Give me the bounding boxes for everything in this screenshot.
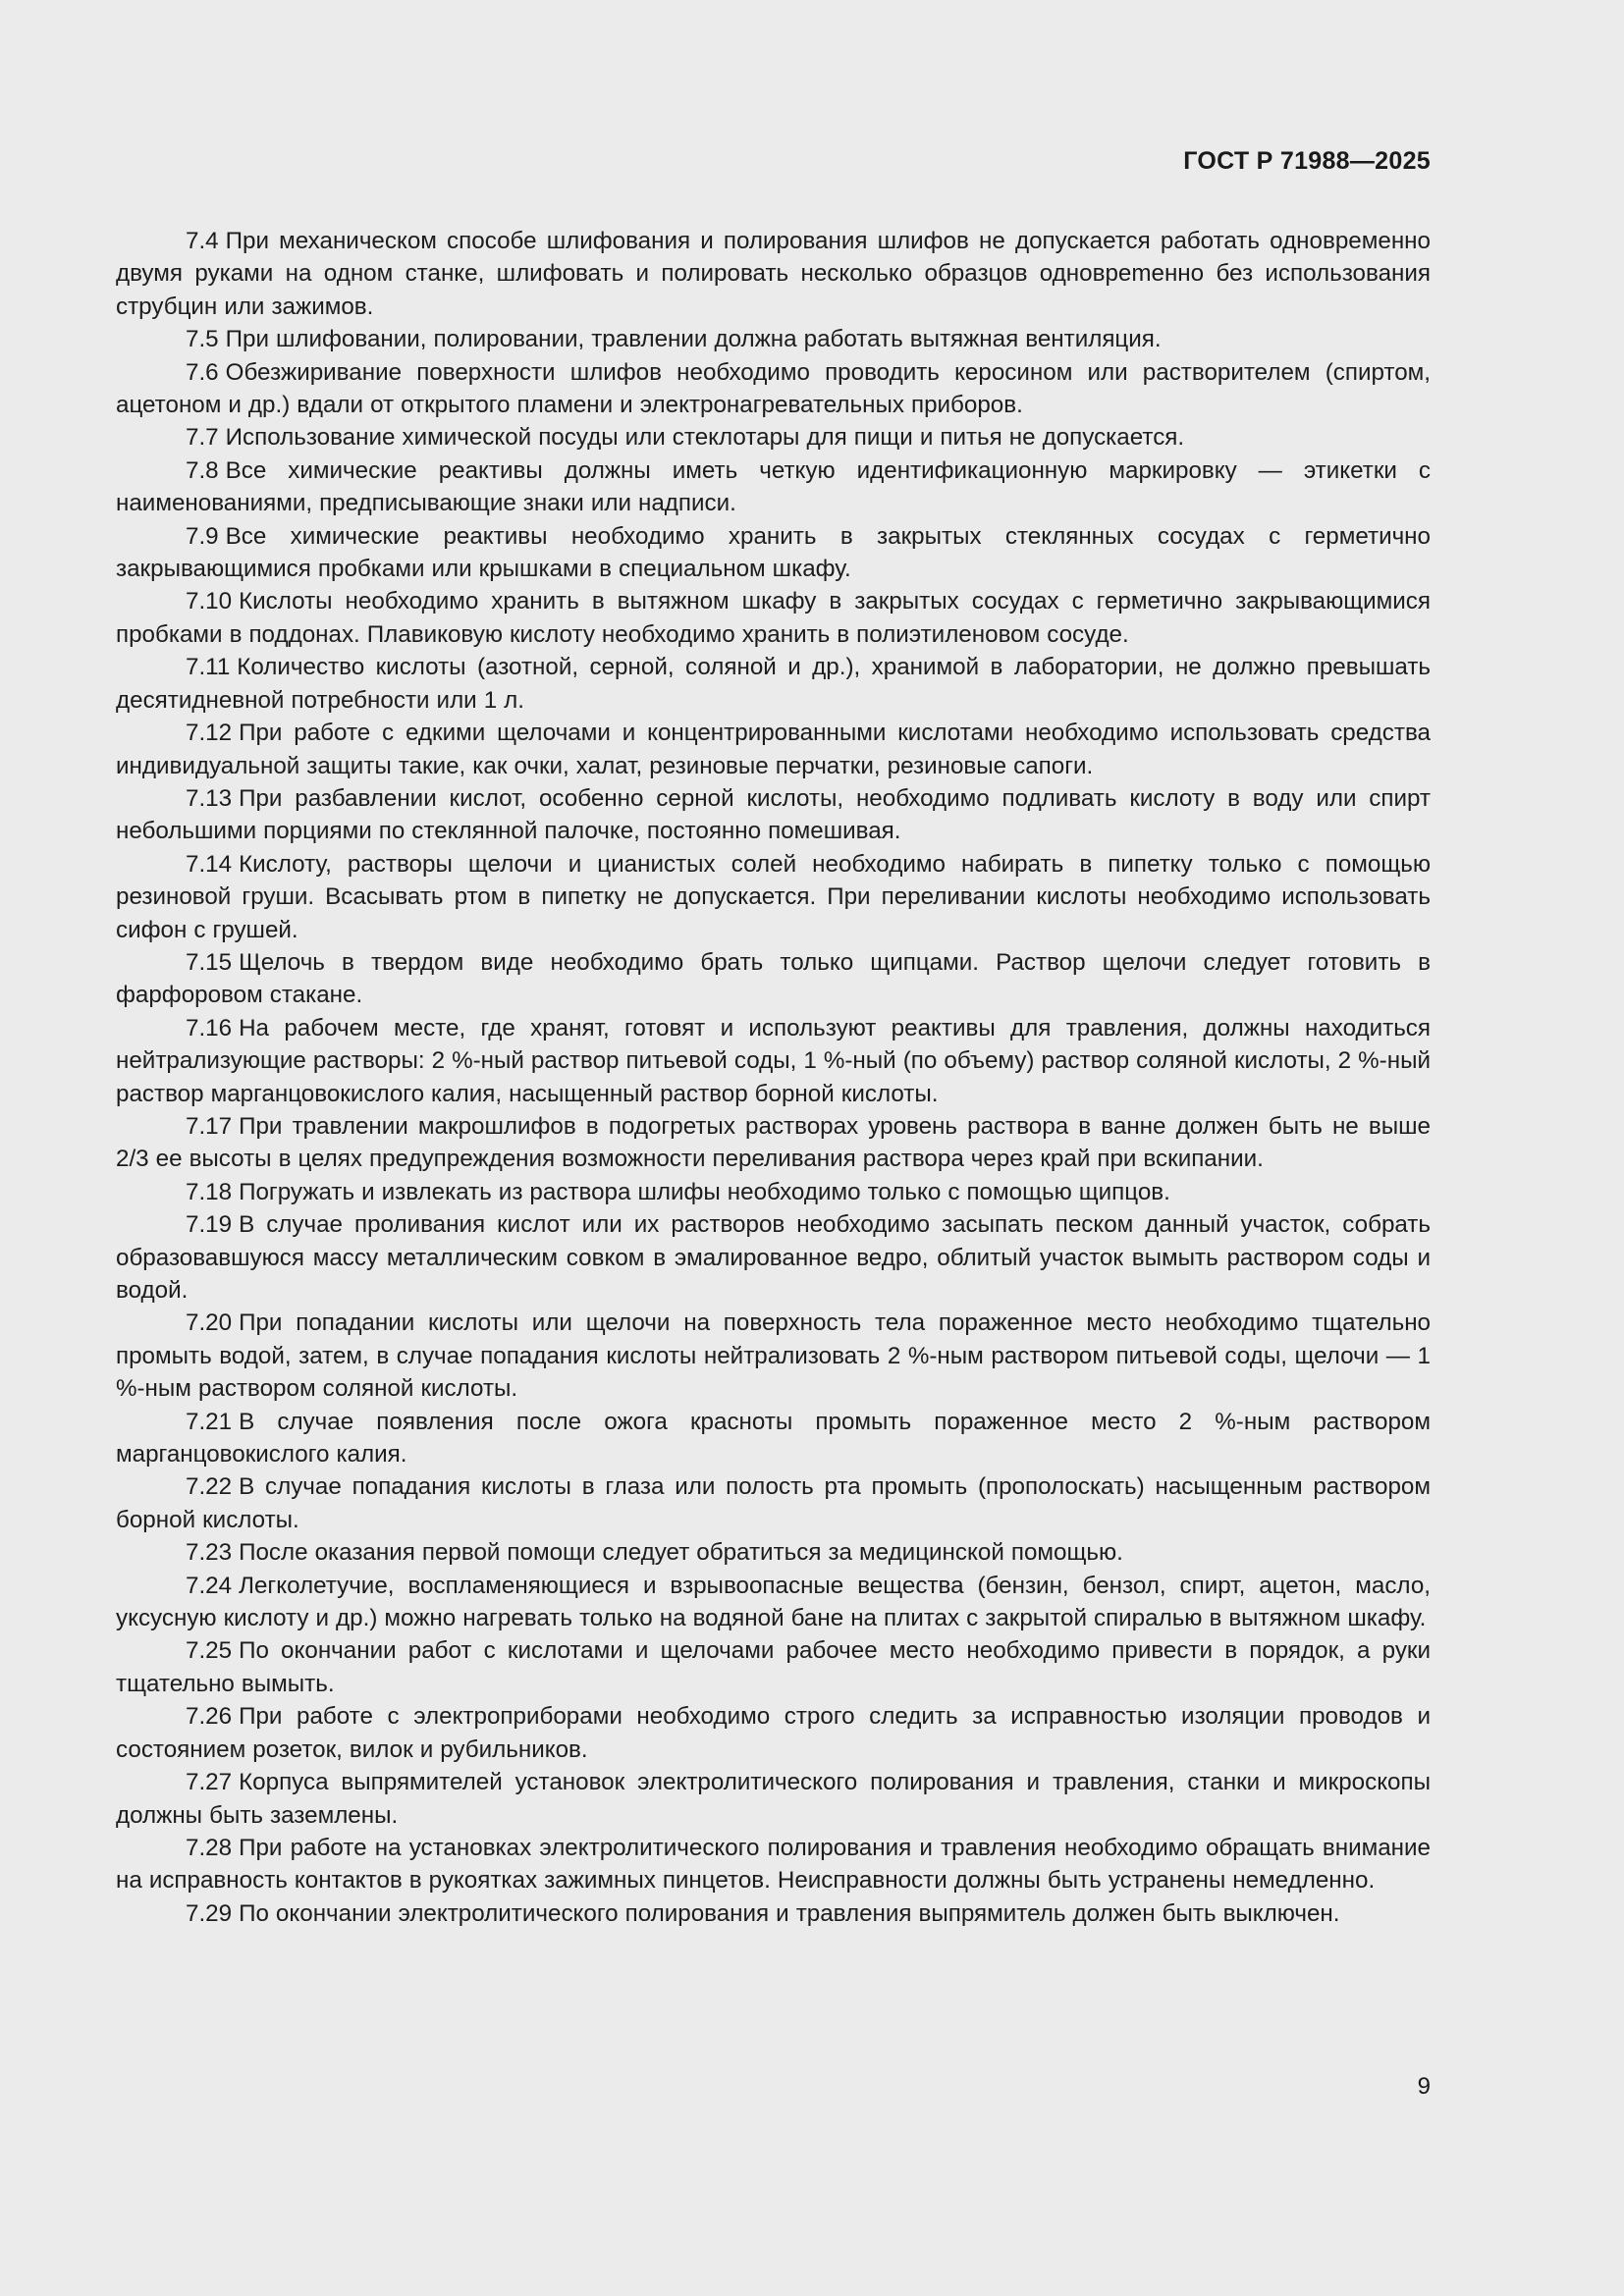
clause-number: 7.28 [186,1834,233,1861]
clause-number: 7.18 [186,1178,233,1205]
clause-paragraph [116,1110,1431,1176]
clause-text: При разбавлении кислот, особенно серной кислоты, необходимо подливать кислоту в воду или спирт небольшими порциями по стеклянной палочке, постоянно помешивая. [116,784,1431,845]
clause-paragraph [116,520,1431,586]
clause-paragraph [116,1700,1431,1766]
clause-text: При попадании кислоты или щелочи на поверхность тела пораженное место необходимо тщательно промыть водой, затем, в случае попадания кислоты нейтрализовать 2 %-ным раствором питьевой соды, щелочи — 1 %-ным раствором соляной кислоты. [116,1309,1431,1403]
clause-text: По окончании работ с кислотами и щелочами рабочее место необходимо привести в порядок, а руки тщательно вымыть. [116,1637,1431,1697]
clause-paragraph [116,323,1431,355]
clause-text: По окончании электролитического полирования и травления выпрямитель должен быть выключен. [239,1899,1340,1927]
clause-text: При работе с едкими щелочами и концентрированными кислотами необходимо использовать средства индивидуальной защиты такие, как очки, халат, резиновые перчатки, резиновые сапоги. [116,720,1431,779]
clause-text: Корпуса выпрямителей установок электролитического полирования и травления, станки и микроскопы должны быть заземлены. [116,1769,1431,1829]
clause-text: Кислоту, растворы щелочи и цианистых солей необходимо набирать в пипетку только с помощью резиновой груши. Всасывать ртом в пипетку не допускается. При переливании кислоты необходимо использовать сифон с грушей. [116,850,1431,943]
clause-paragraph [116,225,1431,323]
page-number: 9 [1417,2073,1431,2100]
clause-paragraph [116,1832,1431,1897]
clause-text: Все химические реактивы должны иметь четкую идентификационную маркировку — этикетки с наименованиями, предписывающие знаки или надписи. [116,456,1431,517]
clause-number: 7.5 [186,326,219,353]
clause-paragraph [116,1570,1431,1635]
clause-paragraph [116,782,1431,848]
clause-number: 7.16 [186,1014,233,1041]
clause-paragraph [116,1307,1431,1405]
clause-text: В случае появления после ожога красноты промыть пораженное место 2 %-ным раствором марганцовокислого калия. [116,1408,1431,1468]
clause-text: При шлифовании, полировании, травлении должна работать вытяжная вентиляция. [225,326,1162,353]
clause-text: Щелочь в твердом виде необходимо брать только щипцами. Раствор щелочи следует готовить в фарфоровом стакане. [116,948,1431,1009]
clause-paragraph [116,1536,1431,1569]
clause-number: 7.21 [186,1408,233,1435]
clause-number: 7.12 [186,720,233,747]
clause-number: 7.13 [186,784,233,812]
document-body [116,225,1431,1930]
clause-text: В случае проливания кислот или их растворов необходимо засыпать песком данный участок, собрать образовавшуюся массу металлическим совком в эмалированное ведро, облитый участок вымыть раствором соды и водой. [116,1211,1431,1304]
clause-text: Все химические реактивы необходимо хранить в закрытых стеклянных сосудах с герметично закрывающимися пробками или крышками в специальном шкафу. [116,522,1431,583]
clause-number: 7.19 [186,1211,233,1239]
clause-text: Погружать и извлекать из раствора шлифы необходимо только с помощью щипцов. [239,1178,1170,1205]
clause-paragraph [116,1208,1431,1307]
clause-text: При механическом способе шлифования и полирования шлифов не допускается работать одновременно двумя руками на одном станке, шлифовать и полировать несколько образцов одновреmенно без использования струбцин или зажимов. [116,228,1431,320]
clause-text: При травлении макрошлифов в подогретых растворах уровень раствора в ванне должен быть не выше 2/3 ее высоты в целях предупреждения возможности переливания раствора через край при вскипании. [116,1112,1431,1173]
clause-paragraph [116,1176,1431,1208]
clause-text: Кислоты необходимо хранить в вытяжном шкафу в закрытых сосудах с герметично закрывающимися пробками в поддонах. Плавиковую кислоту необходимо хранить в полиэтиленовом сосуде. [116,588,1431,648]
clause-number: 7.11 [186,654,231,681]
clause-paragraph [116,1012,1431,1110]
clause-number: 7.22 [186,1473,233,1501]
clause-number: 7.26 [186,1703,233,1731]
clause-text: Количество кислоты (азотной, серной, соляной и др.), хранимой в лаборатории, не должно превышать десятидневной потребности или 1 л. [116,654,1431,714]
clause-number: 7.15 [186,948,233,976]
clause-paragraph [116,585,1431,651]
clause-number: 7.17 [186,1112,233,1140]
clause-text: На рабочем месте, где хранят, готовят и используют реактивы для травления, должны находиться нейтрализующие растворы: 2 %-ный раствор питьевой соды, 1 %-ный (по объему) раствор соляной кислоты, 2 %-ный раствор марганцовокислого калия, насыщенный раствор борной кислоты. [116,1014,1431,1107]
clause-text: При работе на установках электролитического полирования и травления необходимо обращать внимание на исправность контактов в рукоятках зажимных пинцетов. Неисправности должны быть устранены немедленно. [116,1834,1431,1895]
clause-paragraph [116,1406,1431,1471]
clause-number: 7.27 [186,1769,233,1796]
clause-number: 7.23 [186,1539,233,1567]
clause-number: 7.7 [186,424,219,452]
document-code-header: ГОСТ Р 71988—2025 [1183,147,1431,175]
clause-number: 7.24 [186,1572,233,1599]
clause-paragraph [116,1634,1431,1700]
clause-number: 7.6 [186,358,219,386]
clause-paragraph [116,356,1431,422]
clause-text: Использование химической посуды или стеклотары для пищи и питья не допускается. [225,424,1185,452]
clause-text: Легколетучие, воспламеняющиеся и взрывоопасные вещества (бензин, бензол, спирт, ацетон, масло, уксусную кислоту и др.) можно нагревать только на водяной бане на плитах с закрытой спиралью в вытяжном шкафу. [116,1572,1431,1632]
clause-paragraph [116,651,1431,717]
clause-number: 7.9 [186,522,219,550]
clause-text: При работе с электроприборами необходимо строго следить за исправностью изоляции проводов и состоянием розеток, вилок и рубильников. [116,1703,1431,1763]
clause-text: После оказания первой помощи следует обратиться за медицинской помощью. [239,1539,1123,1567]
clause-paragraph [116,848,1431,946]
clause-paragraph [116,1897,1431,1930]
clause-number: 7.29 [186,1899,233,1927]
clause-number: 7.25 [186,1637,233,1665]
clause-number: 7.20 [186,1309,233,1337]
clause-number: 7.4 [186,228,219,254]
clause-text: Обезжиривание поверхности шлифов необходимо проводить керосином или растворителем (спиртом, ацетоном и др.) вдали от открытого пламени и электронагревательных приборов. [116,358,1431,419]
clause-paragraph [116,717,1431,782]
clause-number: 7.8 [186,456,219,484]
clause-number: 7.10 [186,588,233,615]
clause-paragraph [116,1766,1431,1832]
clause-number: 7.14 [186,850,233,878]
clause-paragraph [116,421,1431,454]
clause-text: В случае попадания кислоты в глаза или полость рта промыть (прополоскать) насыщенным раствором борной кислоты. [116,1473,1431,1533]
clause-paragraph [116,1470,1431,1536]
clause-paragraph [116,454,1431,520]
clause-paragraph [116,946,1431,1012]
